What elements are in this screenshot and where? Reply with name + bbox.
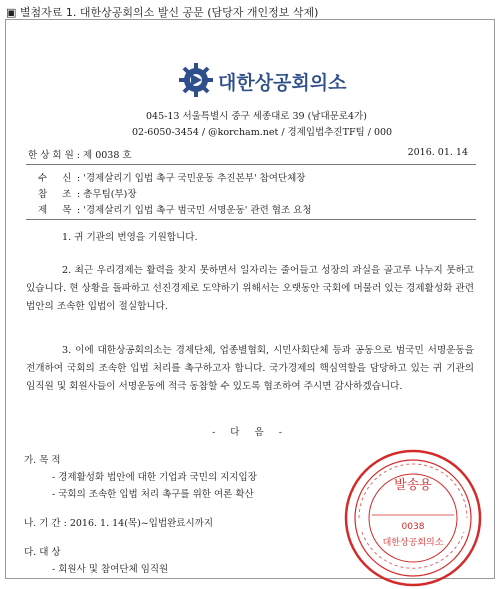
- document-number: 한 상 회 원 : 제 0038 호: [28, 150, 132, 161]
- org-name: 대한상공회의소: [218, 72, 347, 94]
- purpose-item: - 경제활성화 법안에 대한 기업과 국민의 지지입장: [52, 472, 257, 483]
- recipient-label: 수 신: [38, 173, 78, 184]
- body-paragraph-3: 3. 이에 대한상공회의소는 경제단체, 업종별협회, 시민사회단체 등과 공동으로 범국민 서명운동을 전개하여 국회의 조속한 입법 처리를 촉구하고자 합니다. 국가경제의 핵심역할을 담당하고 있는 귀 기관의 임직원 및 회원사들이 서명운동에 적극 동참할 수 있도록 협조하여 주시면 감사하겠습니다.: [26, 345, 474, 392]
- org-contact: 02-6050-3454 / @korcham.net / 경제입법추진TF팀 / 000: [132, 127, 393, 138]
- reference-to-value: : 총무팀(부)장: [77, 189, 137, 200]
- subject-value: : '경제살리기 입법 촉구 범국민 서명운동' 관련 협조 요청: [77, 205, 312, 216]
- body-paragraph-2: 2. 최근 우리경제는 활력을 찾지 못하면서 일자리는 줄어들고 성장의 과실을 골고루 나누지 못하고 있습니다. 현 상황을 돌파하고 선진경제로 도약하기 위해서는 오랫동안 국회에 머물러 있는 경제활성화 관련 법안의 조속한 입법이 절실합니다.: [26, 265, 474, 312]
- section-purpose: 가. 목 적: [24, 455, 61, 466]
- org-address: 045-13 서울특별시 중구 세종대로 39 (남대문로4가): [146, 111, 367, 122]
- purpose-item: - 국회의 조속한 입법 처리 촉구를 위한 여론 확산: [52, 489, 254, 500]
- recipient-value: : '경제살리기 입법 촉구 국민운동 추진본부' 참여단체장: [77, 173, 306, 184]
- org-logo: [178, 62, 347, 102]
- subject-label: 제 목: [38, 205, 78, 216]
- reference-to-row: [38, 186, 137, 200]
- body-paragraph-1: 1. 귀 기관의 번영을 기원합니다.: [62, 232, 198, 243]
- section-period: 나. 기 간 : 2016. 1. 14(목)~입법완료시까지: [24, 518, 214, 529]
- official-seal-stamp: [342, 447, 484, 589]
- subject-row: [38, 202, 312, 216]
- divider: [26, 219, 476, 220]
- gear-icon: [178, 62, 214, 98]
- stamp-top-text: 발송용: [394, 478, 432, 493]
- reference-to-label: 참 조: [38, 189, 78, 200]
- attachment-caption: ▣ 별첨자료 1. 대한상공회의소 발신 공문 (담당자 개인정보 삭제): [6, 6, 319, 19]
- target-item: - 회원사 및 참여단체 임직원: [52, 564, 169, 575]
- reference-row: [28, 147, 468, 161]
- section-target: 다. 대 상: [24, 547, 61, 558]
- recipient-row: [38, 170, 305, 184]
- annex-title: - 다 음 -: [212, 427, 288, 438]
- document-date: 2016. 01. 14: [407, 147, 468, 158]
- divider: [26, 164, 476, 165]
- stamp-number: 0038: [401, 522, 425, 532]
- stamp-bottom-text: 대한상공회의소: [382, 538, 444, 548]
